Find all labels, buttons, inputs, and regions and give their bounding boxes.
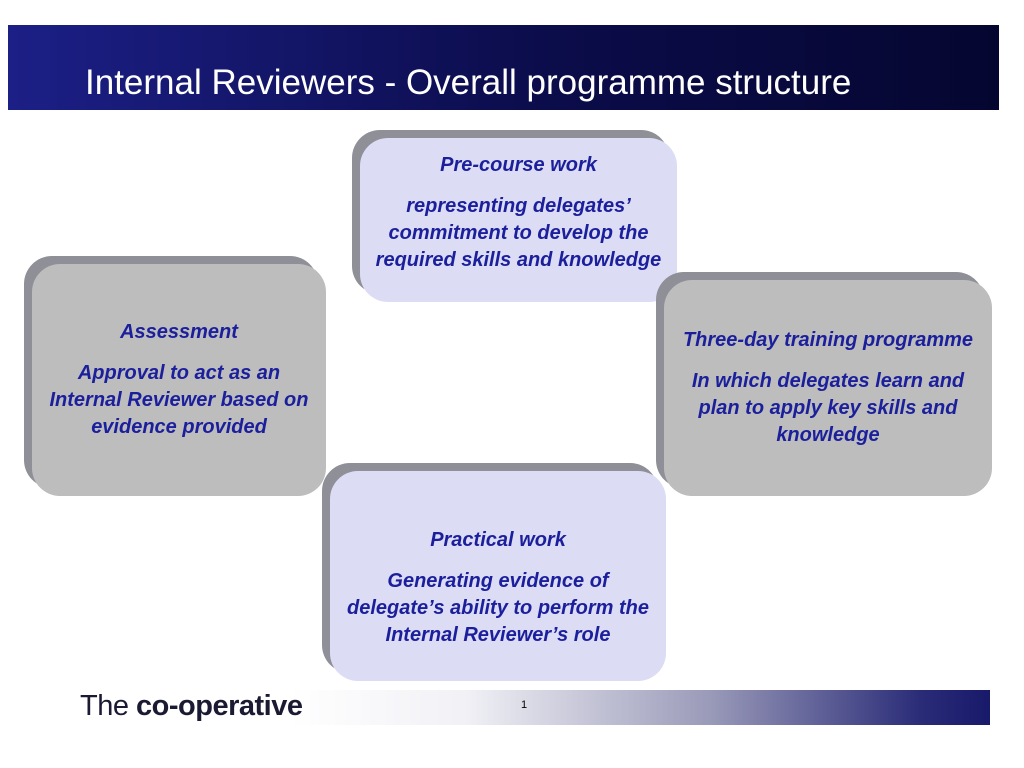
card-text: Generating evidence of delegate’s ability to perform the Internal Reviewer’s role <box>347 570 649 646</box>
card-body <box>664 280 992 496</box>
logo-name: co-operative <box>136 690 303 722</box>
card-practical <box>322 463 666 681</box>
card-body <box>360 138 677 302</box>
card-heading: Assessment <box>120 321 238 343</box>
card-assessment <box>24 256 326 496</box>
card-precourse <box>352 130 677 302</box>
footer-band <box>290 690 990 725</box>
logo-prefix: The <box>80 690 137 722</box>
card-text: In which delegates learn and plan to apply key skills and knowledge <box>691 370 965 446</box>
card-text: Approval to act as an Internal Reviewer based on evidence provided <box>49 362 309 438</box>
card-training <box>656 272 992 496</box>
card-heading: Three-day training programme <box>682 329 974 351</box>
page-number: 1 <box>520 699 528 711</box>
card-body <box>32 264 326 496</box>
card-body <box>330 471 666 681</box>
card-text: representing delegates’ commitment to develop the required skills and knowledge <box>375 195 662 271</box>
card-heading: Pre-course work <box>440 154 597 176</box>
cooperative-logo <box>80 688 302 724</box>
slide-title: Internal Reviewers - Overall programme structure <box>85 63 852 102</box>
card-heading: Practical work <box>430 529 566 551</box>
